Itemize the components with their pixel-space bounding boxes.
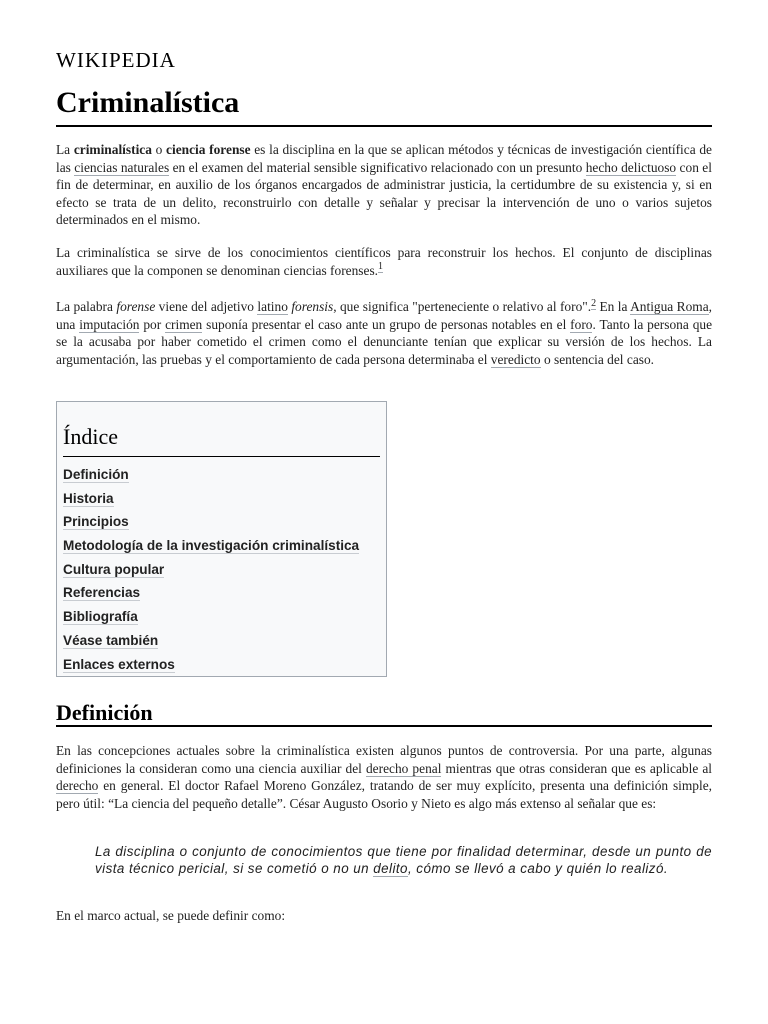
link-crimen[interactable]: crimen	[165, 316, 203, 332]
link-derecho-penal[interactable]: derecho penal	[365, 760, 442, 776]
toc-item-label[interactable]: Metodología de la investigación criminalística	[63, 538, 360, 554]
bold-term-criminalistica: criminalística	[73, 142, 152, 157]
toc-item-principios[interactable]	[63, 510, 380, 534]
text-run: La disciplina o conjunto de conocimientos que tiene por finalidad determinar, desde un punto de vista técnico pericial, si se cometió o no un	[95, 844, 712, 876]
toc-item-metodologia[interactable]	[63, 534, 380, 558]
toc-item-label[interactable]: Véase también	[63, 632, 159, 648]
toc-item-historia[interactable]	[63, 487, 380, 511]
text-run: , que significa "perteneciente o relativo al foro".	[333, 299, 592, 314]
text-run: por	[139, 316, 166, 332]
text-run: . Tanto la persona que se la acusaba por haber cometido el crimen como el denunciante tenían que explicar su versión de los hechos. La argumentación, las pruebas y el comportamiento de cada persona determinaba el	[56, 316, 713, 367]
link-imputacion[interactable]: imputación	[79, 316, 140, 332]
text-run: mientras que otras consideran que es aplicable al	[441, 760, 713, 776]
text-run: En las concepciones actuales sobre la criminalística existen algunos puntos de controversia. Por una parte, algunas definiciones la consideran como una ciencia auxiliar del	[56, 743, 712, 776]
section-divider	[56, 725, 712, 727]
toc-item-label[interactable]: Bibliografía	[63, 609, 138, 625]
text-run: suponía presentar el caso ante un grupo de personas notables en el	[202, 316, 571, 332]
text-run: , una	[56, 299, 713, 332]
toc-list	[63, 463, 380, 676]
toc-item-label[interactable]: Enlaces externos	[63, 656, 175, 672]
italic-term-forense: forense	[116, 299, 156, 314]
text-run: En la	[596, 299, 631, 314]
toc-item-bibliografia[interactable]	[63, 605, 380, 629]
link-delito[interactable]: delito	[373, 861, 408, 876]
text-run: La	[56, 142, 74, 157]
text-run: en general. El doctor Rafael Moreno González, tratando de ser muy explícito, presenta una definición simple, pero útil: “La ciencia del pequeño detalle”. César Augusto Osorio y Nieto es algo más extenso al señalar que es:	[56, 778, 712, 811]
toc-item-referencias[interactable]	[63, 581, 380, 605]
toc-item-label[interactable]: Referencias	[63, 585, 141, 601]
table-of-contents	[56, 401, 387, 677]
toc-item-label[interactable]: Cultura popular	[63, 561, 165, 577]
text-run: o sentencia del caso.	[540, 351, 655, 367]
block-quote	[95, 843, 712, 877]
link-antigua-roma[interactable]: Antigua Roma	[630, 299, 709, 314]
text-run: , cómo se llevó a cabo y quién lo realizó.	[407, 861, 669, 876]
toc-divider	[63, 456, 380, 457]
definicion-paragraph-1	[56, 742, 712, 812]
intro-paragraph-1	[56, 141, 712, 229]
link-foro[interactable]: foro	[570, 316, 593, 332]
wikipedia-logo[interactable]: WIKIPEDIA	[56, 48, 176, 72]
bold-term-ciencia-forense: ciencia forense	[166, 142, 251, 157]
link-derecho[interactable]: derecho	[56, 778, 99, 794]
definicion-paragraph-2: En el marco actual, se puede definir como:	[56, 908, 286, 923]
text-run: La palabra	[56, 299, 117, 314]
link-hecho-delictuoso[interactable]: hecho delictuoso	[585, 159, 677, 175]
link-ciencias-naturales[interactable]: ciencias naturales	[74, 159, 170, 175]
page-title: Criminalística	[56, 86, 240, 119]
toc-item-cultura-popular[interactable]	[63, 558, 380, 582]
link-veredicto[interactable]: veredicto	[490, 351, 541, 367]
toc-item-label[interactable]: Principios	[63, 514, 129, 530]
toc-item-label[interactable]: Definición	[63, 467, 129, 482]
italic-term-forensis: forensis	[291, 299, 334, 314]
intro-paragraph-2	[56, 244, 712, 279]
toc-item-enlaces-externos[interactable]	[63, 653, 380, 677]
link-latino[interactable]: latino	[257, 299, 288, 314]
toc-item-label[interactable]: Historia	[63, 490, 114, 506]
toc-title: Índice	[63, 424, 118, 449]
text-run: La criminalística se sirve de los conocimientos científicos para reconstruir los hechos. El conjunto de disciplinas auxiliares que la componen se denominan ciencias forenses.	[56, 245, 712, 278]
text-run: es la disciplina en la que se aplican métodos y técnicas de investigación científica de las	[56, 142, 712, 175]
text-run: con el fin de determinar, en auxilio de los órganos encargados de administrar justicia, la certidumbre de su existencia y, si en efecto se trata de un delito, reconstruirlo con detalle y señalar y precisar la intervención de uno o varios sujetos determinados en el mismo.	[56, 159, 712, 228]
reference-link-1[interactable]: 1	[378, 261, 384, 273]
intro-paragraph-3	[56, 298, 712, 368]
text-run: o	[151, 142, 167, 157]
text-run: en el examen del material sensible significativo relacionado con un presunto	[169, 159, 586, 175]
toc-item-vease-tambien[interactable]	[63, 629, 380, 653]
text-run: viene del adjetivo	[155, 299, 258, 314]
toc-item-definicion[interactable]	[63, 463, 380, 487]
title-divider	[56, 125, 712, 127]
section-heading-definicion: Definición	[56, 700, 153, 725]
reference-link-2[interactable]: 2	[591, 297, 597, 309]
